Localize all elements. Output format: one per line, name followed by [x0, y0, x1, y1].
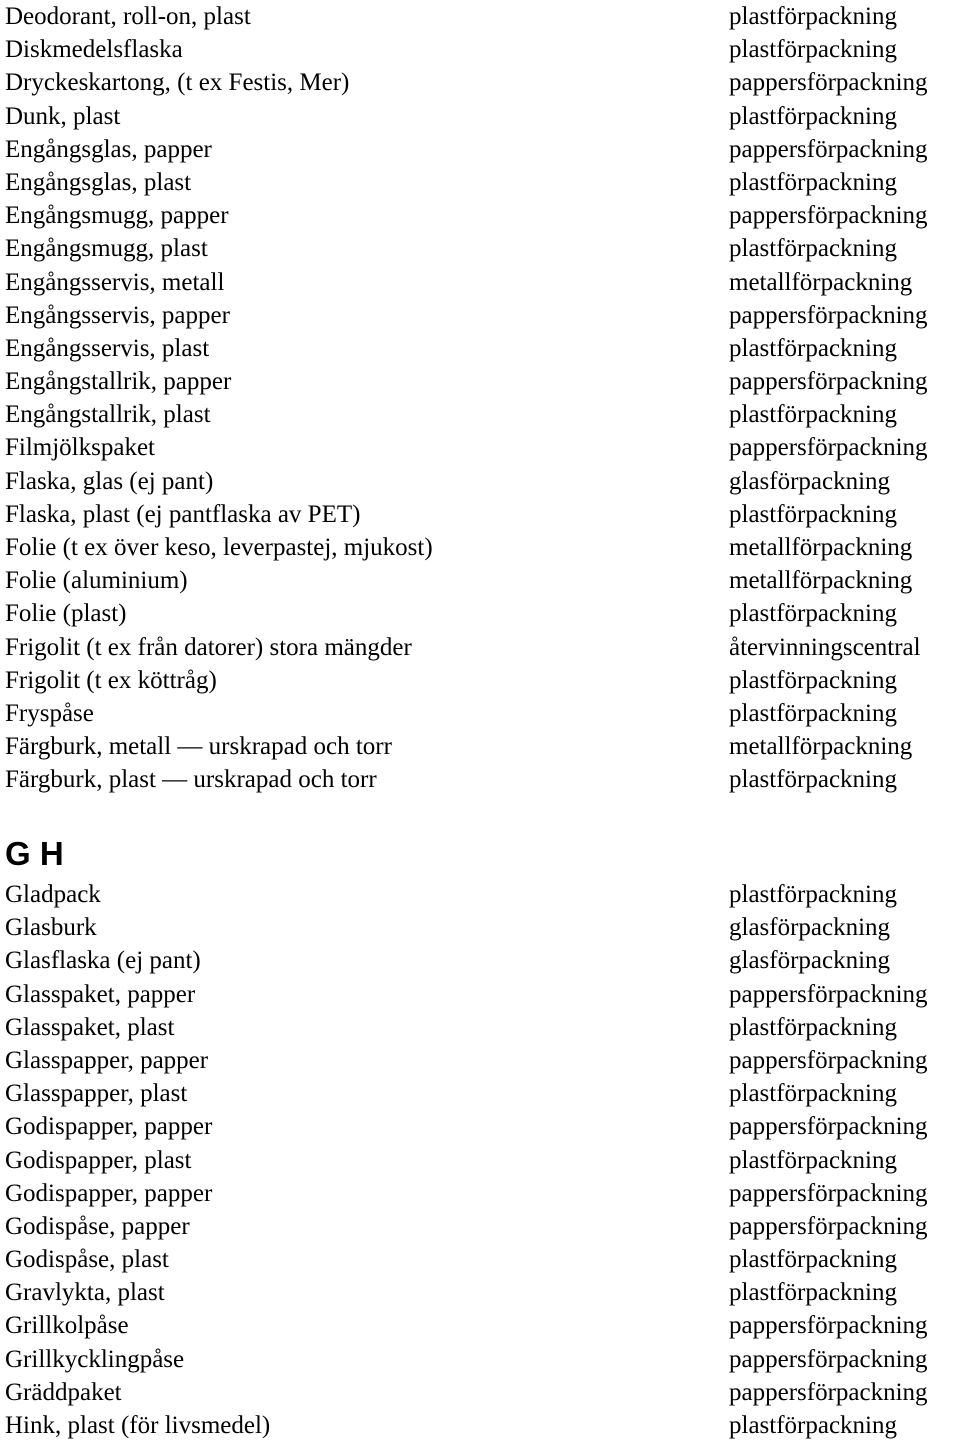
item-name: Godispapper, plast	[5, 1146, 192, 1174]
item-name: Godispapper, papper	[5, 1113, 213, 1141]
table-row	[0, 1011, 960, 1044]
sorting-category: plastförpackning	[729, 881, 898, 908]
item-name: Färgburk, plast — urskrapad och torr	[5, 766, 377, 794]
item-name: Deodorant, roll-on, plast	[5, 3, 251, 30]
sorting-category: plastförpackning	[729, 500, 898, 528]
table-row	[0, 597, 960, 630]
table-row	[0, 531, 960, 564]
table-row	[0, 1376, 960, 1409]
table-row	[0, 1177, 960, 1210]
item-name: Engångsmugg, plast	[5, 235, 208, 263]
item-name: Glasburk	[5, 914, 97, 942]
table-row	[0, 1343, 960, 1376]
sorting-category: metallförpackning	[729, 268, 913, 296]
sorting-category: plastförpackning	[729, 1146, 898, 1174]
sorting-list-section-g-h	[0, 835, 960, 1442]
table-row	[0, 100, 960, 133]
table-row	[0, 266, 960, 299]
table-row	[0, 33, 960, 66]
sorting-category: plastförpackning	[729, 3, 898, 30]
sorting-category: plastförpackning	[729, 235, 898, 263]
item-name: Hink, plast (för livsmedel)	[5, 1412, 271, 1439]
table-row	[0, 66, 960, 99]
item-name: Glasspaket, plast	[5, 1013, 175, 1041]
sorting-rows	[0, 878, 960, 1442]
item-name: Grillkolpåse	[5, 1312, 129, 1340]
table-row	[0, 631, 960, 664]
sorting-category: plastförpackning	[729, 1412, 898, 1439]
table-row	[0, 199, 960, 232]
table-row	[0, 1210, 960, 1243]
item-name: Filmjölkspaket	[5, 434, 155, 462]
sorting-category: pappersförpackning	[729, 202, 928, 230]
sorting-category: plastförpackning	[729, 1279, 898, 1307]
item-name: Folie (t ex över keso, leverpastej, mjukost)	[5, 534, 433, 561]
sorting-category: plastförpackning	[729, 1246, 898, 1274]
sorting-category: plastförpackning	[729, 699, 898, 727]
sorting-category: pappersförpackning	[729, 1345, 928, 1373]
item-name: Engångstallrik, papper	[5, 368, 232, 396]
sorting-category: pappersförpackning	[729, 1378, 928, 1406]
table-row	[0, 1409, 960, 1442]
item-name: Gräddpaket	[5, 1378, 122, 1406]
item-name: Folie (aluminium)	[5, 567, 188, 595]
sorting-category: pappersförpackning	[729, 1312, 928, 1340]
item-name: Folie (plast)	[5, 600, 127, 628]
item-name: Godispåse, plast	[5, 1246, 169, 1274]
sorting-category: plastförpackning	[729, 600, 898, 628]
item-name: Fryspåse	[5, 699, 94, 727]
item-name: Frigolit (t ex köttråg)	[5, 666, 217, 694]
table-row	[0, 365, 960, 398]
item-name: Flaska, glas (ej pant)	[5, 467, 214, 495]
table-row	[0, 1243, 960, 1276]
item-name: Godispåse, papper	[5, 1212, 190, 1240]
sorting-category: plastförpackning	[729, 1080, 898, 1108]
sorting-category: plastförpackning	[729, 1013, 898, 1041]
sorting-category: plastförpackning	[729, 666, 898, 694]
table-row	[0, 0, 960, 33]
table-row	[0, 1309, 960, 1342]
table-row	[0, 133, 960, 166]
item-name: Diskmedelsflaska	[5, 36, 183, 64]
table-row	[0, 332, 960, 365]
table-row	[0, 498, 960, 531]
table-row	[0, 1276, 960, 1309]
table-row	[0, 1044, 960, 1077]
table-row	[0, 431, 960, 464]
sorting-category: plastförpackning	[729, 36, 898, 64]
section-heading: G H	[5, 835, 64, 872]
sorting-category: pappersförpackning	[729, 69, 928, 97]
table-row	[0, 911, 960, 944]
table-row	[0, 398, 960, 431]
sorting-category: återvinningscentral	[729, 633, 921, 661]
item-name: Glasspapper, plast	[5, 1080, 188, 1108]
item-name: Glasflaska (ej pant)	[5, 947, 201, 975]
item-name: Frigolit (t ex från datorer) stora mängder	[5, 633, 412, 661]
sorting-category: glasförpackning	[729, 467, 891, 495]
sorting-category: plastförpackning	[729, 766, 898, 794]
sorting-category: pappersförpackning	[729, 301, 928, 329]
item-name: Engångsglas, papper	[5, 135, 212, 163]
sorting-category: metallförpackning	[729, 567, 913, 595]
table-row	[0, 1110, 960, 1143]
sorting-category: pappersförpackning	[729, 1046, 928, 1074]
table-row	[0, 978, 960, 1011]
sorting-category: plastförpackning	[729, 401, 898, 429]
item-name: Godispapper, papper	[5, 1179, 213, 1207]
sorting-category: pappersförpackning	[729, 434, 928, 462]
sorting-category: plastförpackning	[729, 102, 898, 130]
sorting-category: glasförpackning	[729, 914, 891, 942]
sorting-category: pappersförpackning	[729, 368, 928, 396]
sorting-category: metallförpackning	[729, 733, 913, 761]
sorting-category: glasförpackning	[729, 947, 891, 975]
item-name: Grillkycklingpåse	[5, 1345, 185, 1373]
table-row	[0, 878, 960, 911]
item-name: Dryckeskartong, (t ex Festis, Mer)	[5, 69, 350, 97]
table-row	[0, 1077, 960, 1110]
sorting-category: metallförpackning	[729, 534, 913, 561]
item-name: Glasspapper, papper	[5, 1046, 209, 1074]
item-name: Gravlykta, plast	[5, 1279, 165, 1307]
item-name: Engångsglas, plast	[5, 168, 192, 196]
item-name: Engångsmugg, papper	[5, 202, 229, 230]
table-row	[0, 1144, 960, 1177]
item-name: Glasspaket, papper	[5, 980, 196, 1008]
table-row	[0, 944, 960, 977]
sorting-category: pappersförpackning	[729, 1212, 928, 1240]
item-name: Engångstallrik, plast	[5, 401, 211, 429]
item-name: Dunk, plast	[5, 102, 121, 130]
item-name: Färgburk, metall — urskrapad och torr	[5, 733, 392, 761]
item-name: Engångsservis, metall	[5, 268, 225, 296]
table-row	[0, 465, 960, 498]
table-row	[0, 232, 960, 265]
item-name: Engångsservis, plast	[5, 334, 210, 362]
table-row	[0, 730, 960, 763]
sorting-category: plastförpackning	[729, 168, 898, 196]
table-row	[0, 664, 960, 697]
table-row	[0, 697, 960, 730]
sorting-category: pappersförpackning	[729, 135, 928, 163]
table-row	[0, 564, 960, 597]
table-row	[0, 299, 960, 332]
table-row	[0, 763, 960, 796]
sorting-category: pappersförpackning	[729, 980, 928, 1008]
table-row	[0, 166, 960, 199]
item-name: Flaska, plast (ej pantflaska av PET)	[5, 500, 361, 528]
sorting-category: plastförpackning	[729, 334, 898, 362]
sorting-category: pappersförpackning	[729, 1113, 928, 1141]
item-name: Engångsservis, papper	[5, 301, 230, 329]
sorting-category: pappersförpackning	[729, 1179, 928, 1207]
item-name: Gladpack	[5, 881, 101, 908]
